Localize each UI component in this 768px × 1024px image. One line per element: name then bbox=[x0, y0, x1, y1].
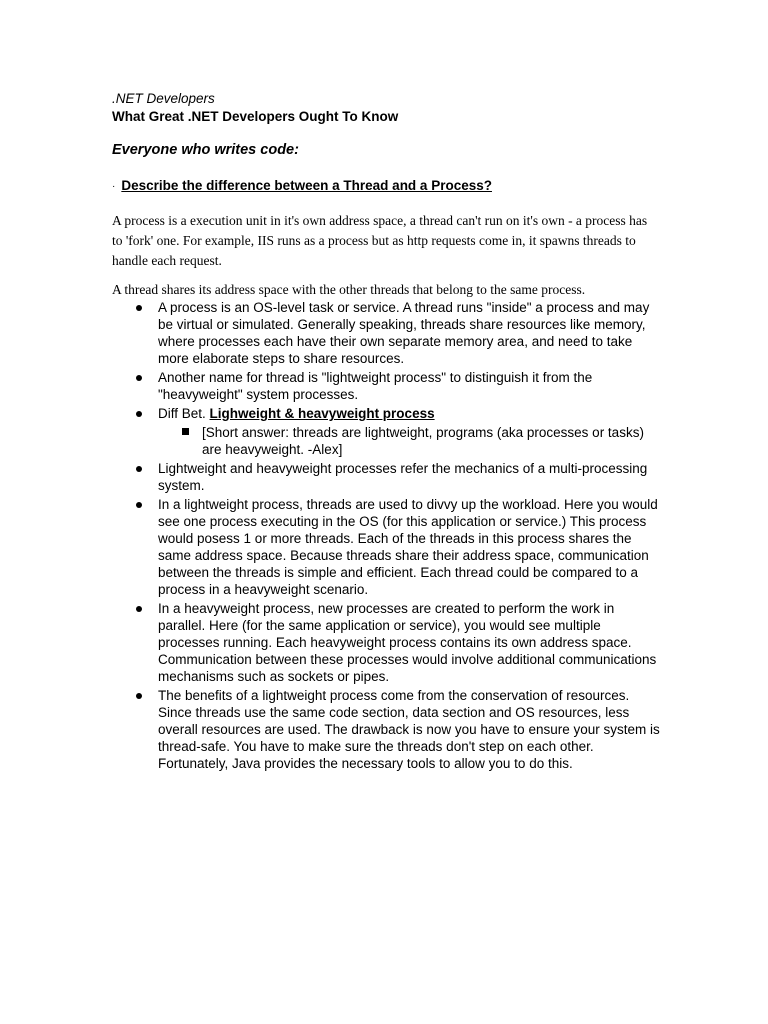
audience-heading: Everyone who writes code: bbox=[112, 142, 299, 158]
bullet-text: Lightweight and heavyweight processes refer the mechanics of a multi-processing system. bbox=[158, 461, 648, 493]
list-item bbox=[158, 496, 663, 598]
process-paragraph: A process is a execution unit in it's own address space, a thread can't run on it's own - a process has to 'fork' one. For example, IIS runs as a process but as http requests come in, it spawns threads to handle each request. bbox=[112, 213, 648, 268]
list-item bbox=[158, 369, 663, 403]
list-item bbox=[158, 405, 663, 458]
question-heading bbox=[112, 177, 492, 195]
list-item bbox=[158, 687, 663, 772]
question-marker: · bbox=[112, 181, 116, 192]
list-item bbox=[158, 600, 663, 685]
sub-list-item bbox=[202, 424, 663, 458]
bullet-text: In a heavyweight process, new processes are created to perform the work in parallel. Here (for the same application or service), you would see multiple processes running. Each heavyweight process contains its own address space. Communication between these processes would involve additional communications mechanisms such as sockets or pipes. bbox=[158, 601, 657, 684]
bullet-text: Another name for thread is "lightweight process" to distinguish it from the "heavyweight" system processes. bbox=[158, 370, 593, 402]
category-label: .NET Developers bbox=[112, 91, 215, 106]
sub-bullet-text: [Short answer: threads are lightweight, programs (aka processes or tasks) are heavyweight. -Alex] bbox=[202, 425, 644, 457]
question-text: Describe the difference between a Thread and a Process? bbox=[121, 178, 492, 193]
document-title: What Great .NET Developers Ought To Know bbox=[112, 109, 399, 124]
list-item bbox=[158, 460, 663, 494]
bullet-list bbox=[158, 299, 663, 774]
list-item bbox=[158, 299, 663, 367]
sub-list bbox=[202, 424, 663, 458]
bullet-emphasis: Lighweight & heavyweight process bbox=[209, 406, 435, 421]
bullet-text: The benefits of a lightweight process come from the conservation of resources. Since threads use the same code section, data section and OS resources, less overall resources are used. The drawback is now you have to ensure your system is thread-safe. You have to make sure the threads don't step on each other. Fortunately, Java provides the necessary tools to allow you to do this. bbox=[158, 688, 660, 771]
bullet-text: A process is an OS-level task or service. A thread runs "inside" a process and may be virtual or simulated. Generally speaking, threads share resources like memory, where processes each have their own separate memory area, and need to take more elaborate steps to share resources. bbox=[158, 300, 650, 366]
bullet-text: In a lightweight process, threads are used to divvy up the workload. Here you would see one process executing in the OS (for this application or service.) This process would posess 1 or more threads. Each of the threads in this process shares the same address space. Because threads share their address space, communication between the threads is simple and efficient. Each thread could be compared to a process in a heavyweight scenario. bbox=[158, 497, 658, 597]
thread-paragraph: A thread shares its address space with the other threads that belong to the same process. bbox=[112, 282, 586, 297]
bullet-prefix: Diff Bet. bbox=[158, 406, 206, 421]
